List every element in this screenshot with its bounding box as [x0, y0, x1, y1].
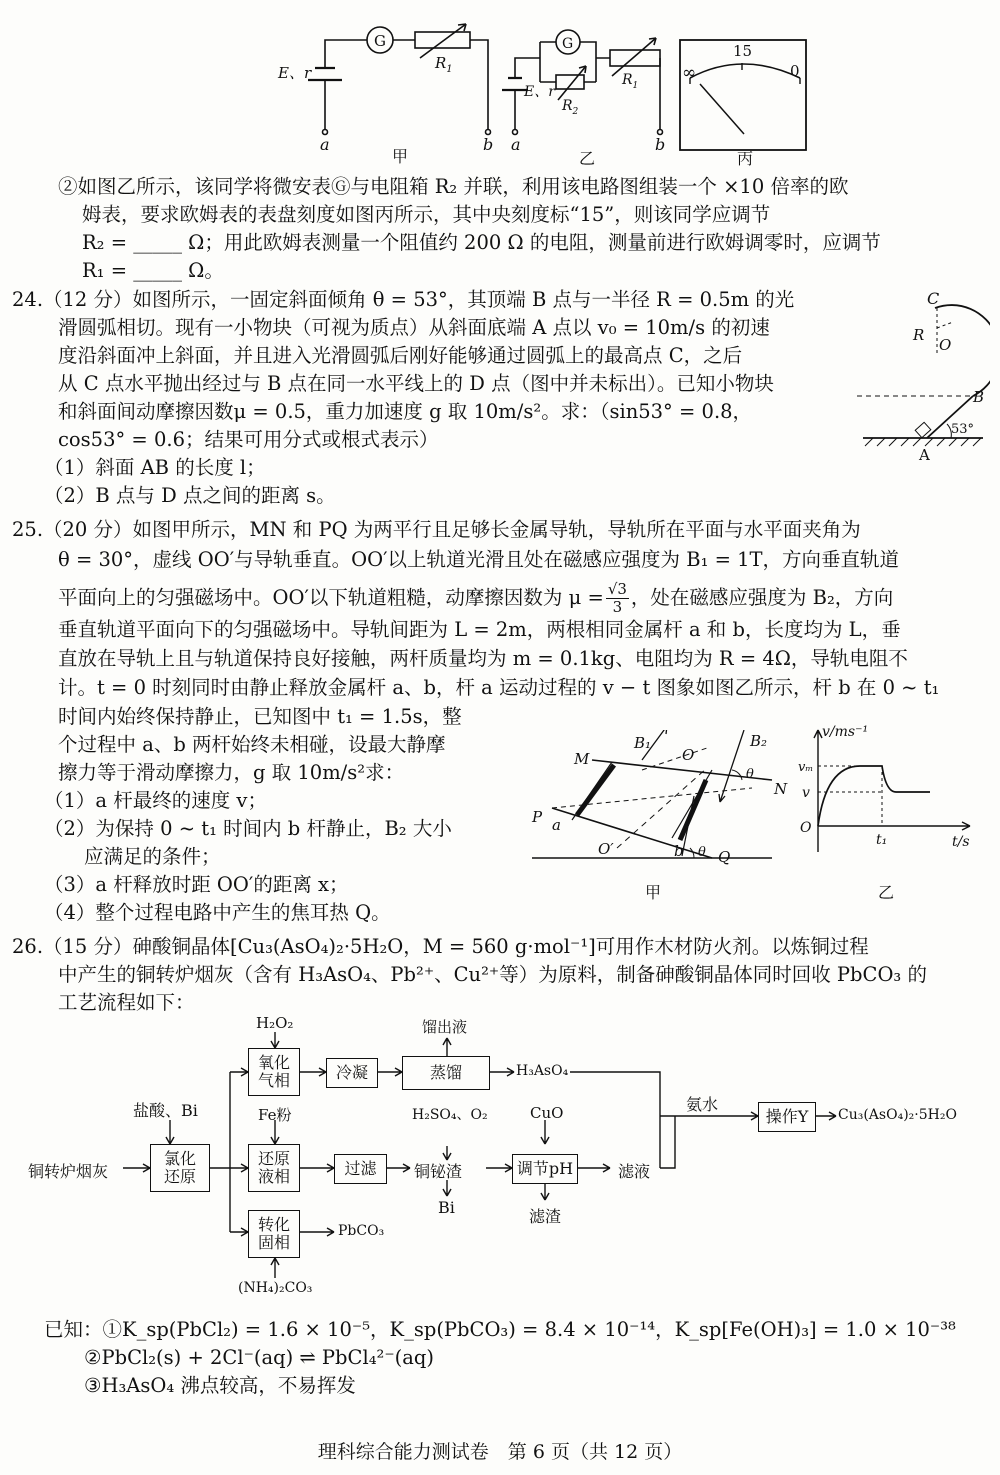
q23-line3: R₂ = _____ Ω；用此欧姆表测量一个阻值约 200 Ω 的电阻，测量前进行欧姆调零时，应调节: [82, 231, 881, 254]
q25-line8: 个过程中 a、b 两杆始终未相碰，设最大静摩: [58, 733, 446, 756]
flow-h2so4: H₂SO₄、O₂: [412, 1107, 488, 1123]
fig24-b: B: [973, 388, 985, 406]
rails-theta-bottom: θ: [698, 845, 706, 860]
flow-filtrate: 滤液: [618, 1162, 651, 1181]
rails-P: P: [532, 808, 543, 826]
jia-caption: 甲: [392, 147, 409, 166]
q23-line2: 姆表，要求欧姆表的表盘刻度如图丙所示，其中央刻度标“15”，则该同学应调节: [82, 203, 771, 226]
rails-b: b: [674, 842, 684, 860]
flow-distillate: 馏出液: [422, 1018, 468, 1036]
flow-product: Cu₃(AsO₄)₂·5H₂O: [838, 1107, 957, 1123]
vt-o: O: [800, 820, 812, 836]
yi-r1-label: $R_1$: [622, 72, 639, 91]
flow-box-opy: 操作Y: [758, 1102, 816, 1132]
rails-O: O: [682, 746, 695, 764]
flow-h2o2: H₂O₂: [256, 1014, 294, 1032]
rails-N: N: [774, 780, 788, 798]
yi-r2-label: $R_2$: [562, 98, 579, 117]
box1-line1: 氯化: [163, 1149, 196, 1168]
q24-line1: 24.（12 分）如图所示，一固定斜面倾角 θ = 53°，其顶端 B 点与一半径 R = 0.5m 的光: [12, 288, 795, 311]
vt-graph-figure: [790, 722, 980, 862]
flow-slag: 滤渣: [529, 1207, 562, 1226]
dial-inf: ∞: [682, 63, 697, 83]
flow-ammonia: 氨水: [686, 1095, 719, 1114]
rails-Q: Q: [718, 848, 731, 866]
incline-arc-figure: [855, 288, 990, 463]
flow-box-filter: 过滤: [334, 1154, 387, 1184]
box2-line1: 氧化: [257, 1053, 290, 1072]
rails-jia-figure: [522, 730, 797, 890]
flow-fe: Fe粉: [258, 1106, 292, 1124]
box4-line2: 固相: [257, 1233, 290, 1252]
rails-theta-top: θ: [746, 767, 754, 782]
q26-line1: 26.（15 分）砷酸铜晶体[Cu₃(AsO₄)₂·5H₂O，M = 560 g·mol⁻¹]可用作木材防火剂。以炼铜过程: [12, 935, 869, 958]
q23-line4: R₁ = _____ Ω。: [82, 259, 224, 282]
mu-frac-num: √3: [607, 579, 627, 598]
jia-g-label: G: [374, 32, 386, 50]
flow-residue: 铜铋渣: [414, 1162, 463, 1181]
q26-line2: 中产生的铜转炉烟灰（含有 H₃AsO₄、Pb²⁺、Cu²⁺等）为原料，制备砷酸铜晶体同时回收 PbCO₃ 的: [58, 963, 927, 986]
box1-line2: 还原: [163, 1167, 196, 1186]
q25-line3-b: ，处在磁感应强度为 B₂，方向: [630, 586, 894, 609]
flow-cuo: CuO: [530, 1104, 564, 1122]
vt-v: v: [802, 785, 810, 801]
vt-t-axis: t/s: [952, 834, 970, 850]
q24-line5: 和斜面间动摩擦因数μ = 0.5，重力加速度 g 取 10m/s²。求：（sin53° = 0.8，: [58, 400, 753, 423]
flow-raw: 铜转炉烟灰: [28, 1162, 109, 1181]
fig24-angle: 53°: [951, 422, 975, 437]
yi-a-label: a: [511, 135, 521, 154]
q25-line2: θ = 30°，虚线 OO′与导轨垂直。OO′以上轨道光滑且处在磁感应强度为 B₁ = 1T，方向垂直轨道: [58, 548, 900, 571]
flow-box-condense: 冷凝: [326, 1058, 378, 1088]
q24-line4: 从 C 点水平抛出经过与 B 点在同一水平线上的 D 点（图中并未标出）。已知小物块: [58, 372, 774, 395]
q25-line5: 直放在导轨上且与轨道保持良好接触，两杆质量均为 m = 0.1kg、电阻均为 R = 4Ω，导轨电阻不: [58, 647, 908, 670]
q25-line4: 垂直轨道平面向下的匀强磁场中。导轨间距为 L = 2m，两根相同金属杆 a 和 b，长度均为 L，垂: [58, 618, 901, 641]
q25-line9: 擦力等于滑动摩擦力，g 取 10m/s²求：: [58, 761, 405, 784]
vt-v-axis: v/ms⁻¹: [822, 724, 869, 740]
vt-caption: 乙: [878, 883, 895, 902]
page-footer: 理科综合能力测试卷 第 6 页（共 12 页）: [317, 1441, 683, 1463]
box4-line1: 转化: [257, 1215, 290, 1234]
fig24-o: O: [939, 336, 952, 354]
mu-fraction: [606, 581, 629, 616]
flow-reagent1: 盐酸、Bi: [133, 1101, 198, 1120]
q23-line1: ②如图乙所示，该同学将微安表Ⓖ与电阻箱 R₂ 并联，利用该电路图组装一个 ×10 倍率的欧: [58, 175, 849, 198]
process-flowchart: [0, 1014, 1000, 1320]
q25-line13: （3）a 杆释放时距 OO′的距离 x；: [44, 873, 349, 896]
q25-line14: （4）整个过程电路中产生的焦耳热 Q。: [44, 901, 391, 924]
q26-line3: 工艺流程如下：: [58, 991, 195, 1014]
circuit-jia-figure: [270, 20, 500, 160]
yi-b-label: b: [655, 135, 666, 154]
q25-line1: 25.（20 分）如图甲所示，MN 和 PQ 为两平行且足够长金属导轨，导轨所在平面与水平面夹角为: [12, 518, 861, 541]
known-line1: 已知：①K_sp(PbCl₂) = 1.6 × 10⁻⁵，K_sp(PbCO₃) = 8.4 × 10⁻¹⁴，K_sp[Fe(OH)₃] = 1.0 × 10⁻³⁸: [44, 1318, 956, 1341]
ohmmeter-dial-figure: [678, 38, 810, 154]
flow-pbco3: PbCO₃: [338, 1223, 385, 1239]
q24-line6: cos53° = 0.6；结果可用分式或根式表示）: [58, 428, 439, 451]
q25-line10: （1）a 杆最终的速度 v；: [44, 789, 267, 812]
flow-box-distill: 蒸馏: [402, 1056, 490, 1090]
q25-line6: 计。t = 0 时刻同时由静止释放金属杆 a、b，杆 a 运动过程的 v − t 图象如图乙所示，杆 b 在 0 ~ t₁: [58, 676, 940, 699]
box3-line2: 液相: [257, 1167, 290, 1186]
q24-line2: 滑圆弧相切。现有一小物块（可视为质点）从斜面底端 A 点以 v₀ = 10m/s 的初速: [58, 316, 770, 339]
box2-line2: 气相: [257, 1071, 290, 1090]
flow-box-chlorination: [150, 1144, 210, 1192]
q25-line11: （2）为保持 0 ~ t₁ 时间内 b 杆静止，B₂ 大小: [44, 817, 452, 840]
rails-B1: B₁: [634, 734, 652, 752]
dial-zero: 0: [790, 62, 800, 80]
jia-a-label: a: [320, 135, 330, 154]
yi-emf-label: E、r: [524, 84, 555, 100]
rails-B2: B₂: [750, 732, 768, 750]
known-line2: ②PbCl₂(s) + 2Cl⁻(aq) ⇌ PbCl₄²⁻(aq): [84, 1346, 434, 1369]
fig24-r: R: [913, 326, 925, 344]
yi-caption: 乙: [579, 149, 596, 168]
rails-caption: 甲: [645, 883, 662, 902]
dial-mid: 15: [733, 42, 753, 60]
q25-line3-a: 平面向上的匀强磁场中。OO′以下轨道粗糙，动摩擦因数为 μ =: [58, 586, 604, 609]
flow-box-reduction: [248, 1144, 300, 1192]
bing-caption: 丙: [737, 149, 754, 168]
yi-g-label: G: [562, 36, 574, 52]
flow-bi: Bi: [438, 1198, 455, 1217]
flow-box-oxidation: [248, 1048, 300, 1096]
fig24-c: C: [927, 289, 940, 308]
rails-M: M: [574, 750, 590, 768]
circuit-yi-figure: [500, 12, 670, 162]
q25-line3: [58, 578, 893, 618]
flow-nh4: (NH₄)₂CO₃: [238, 1280, 313, 1296]
vt-t1: t₁: [876, 832, 888, 848]
q24-line8: （2）B 点与 D 点之间的距离 s。: [44, 484, 336, 507]
flow-box-conversion: [248, 1210, 300, 1258]
q24-line3: 度沿斜面冲上斜面，并且进入光滑圆弧后刚好能够通过圆弧上的最高点 C，之后: [58, 344, 743, 367]
q24-line7: （1）斜面 AB 的长度 l；: [44, 456, 266, 479]
jia-emf-label: E、r: [278, 64, 312, 82]
flow-h3aso4: H₃AsO₄: [516, 1063, 569, 1079]
flow-box-ph: 调节pH: [512, 1154, 578, 1184]
mu-frac-den: 3: [612, 597, 623, 616]
vt-vm: vₘ: [798, 760, 814, 775]
rails-O2: O′: [598, 840, 614, 858]
rails-a: a: [552, 816, 561, 834]
jia-r1-label: $R_1$: [435, 54, 453, 75]
known-line3: ③H₃AsO₄ 沸点较高，不易挥发: [84, 1374, 356, 1397]
jia-b-label: b: [483, 135, 494, 154]
q25-line12: 应满足的条件；: [84, 845, 221, 868]
q25-line7: 时间内始终保持静止，已知图中 t₁ = 1.5s，整: [58, 705, 462, 728]
box3-line1: 还原: [257, 1149, 290, 1168]
fig24-a: A: [919, 446, 930, 463]
